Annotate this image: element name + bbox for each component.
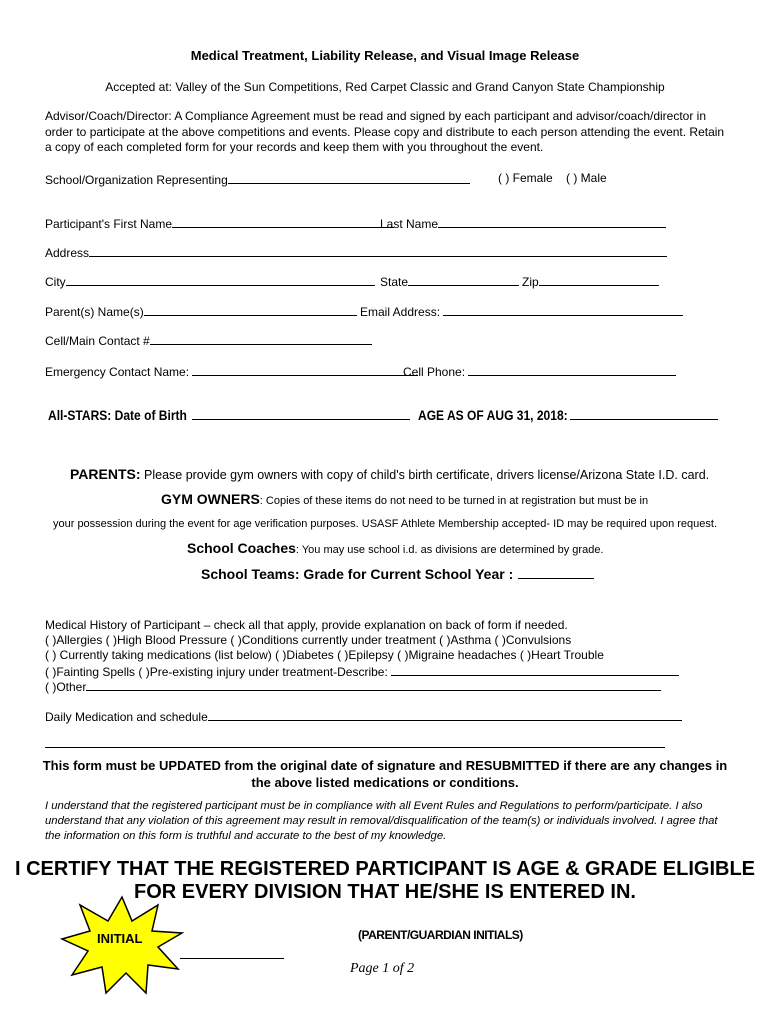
city-field[interactable] [45,273,375,289]
daily-med-field[interactable] [45,708,682,724]
initials-label: (PARENT/GUARDIAN INITIALS) [358,928,523,942]
medical-row-1[interactable]: ( )Allergies ( )High Blood Pressure ( )Conditions currently under treatment ( )Asthma ( )Convulsions [45,633,572,647]
cell-main-line[interactable] [150,332,372,345]
female-checkbox[interactable]: ( ) Female [498,171,553,185]
first-name-label: Participant's First Name [45,217,172,231]
parents-line[interactable] [144,303,357,316]
allstars-dob-label: All-STARS: Date of Birth [48,407,187,423]
initial-badge-text: INITIAL [97,931,143,946]
medical-row-4-label: ( )Other [45,680,87,694]
state-field[interactable] [380,273,519,289]
cell-phone-line[interactable] [468,363,676,376]
initials-signature-line[interactable] [180,958,284,959]
gym-owners-text: : Copies of these items do not need to be turned in at registration but must be in [259,495,649,507]
school-org-label: School/Organization Representing [45,173,228,187]
parents-text: Please provide gym owners with copy of child's birth certificate, drivers license/Arizona State I.D. card. [140,468,710,482]
certify-statement: I CERTIFY THAT THE REGISTERED PARTICIPANT IS AGE & GRADE ELIGIBLE FOR EVERY DIVISION THAT HE/SHE IS ENTERED IN. [14,858,756,903]
gym-owners-label: GYM OWNERS [161,491,260,507]
school-teams-line[interactable] [518,566,594,579]
gym-owners-note [161,491,648,509]
gym-owners-line2: your possession during the event for age verification purposes. USASF Athlete Membership accepted- ID may be required upon request. [52,518,718,530]
cell-phone-field[interactable] [403,363,676,379]
injury-line[interactable] [391,663,679,676]
city-label: City [45,275,66,289]
age-line[interactable] [570,407,718,420]
last-name-line[interactable] [438,215,666,228]
cell-phone-label: Cell Phone: [403,365,466,379]
medical-row-4[interactable] [45,678,661,694]
form-title: Medical Treatment, Liability Release, and Visual Image Release [190,48,580,63]
state-label: State [380,275,409,289]
email-field[interactable] [360,303,683,319]
email-label: Email Address: [360,305,441,319]
medical-row-3-label: ( )Fainting Spells ( )Pre-existing injury under treatment-Describe: [45,665,388,679]
address-label: Address [45,246,90,260]
page-number: Page 1 of 2 [350,961,415,976]
daily-med-label: Daily Medication and schedule [45,710,208,724]
school-coaches-text: : You may use school i.d. as divisions are determined by grade. [295,544,604,556]
age-label: AGE AS OF AUG 31, 2018: [418,407,568,423]
last-name-field[interactable] [380,215,666,231]
medical-row-3[interactable] [45,663,679,679]
extra-line[interactable] [45,747,665,748]
city-line[interactable] [66,273,375,286]
school-teams-field[interactable] [201,566,594,584]
emergency-label: Emergency Contact Name: [45,365,190,379]
address-field[interactable] [45,244,667,260]
parents-note [70,466,709,482]
school-org-line[interactable] [228,171,470,184]
last-name-label: Last Name [380,217,439,231]
cell-main-label: Cell/Main Contact # [45,334,150,348]
emergency-field[interactable] [45,363,418,379]
intro-paragraph: Advisor/Coach/Director: A Compliance Agreement must be read and signed by each participant and advisor/coach/director in order to participate at the above competitions and events. Please copy and distribute to each person attending the event. Retain a copy of each completed form for your records and keep them with you throughout the event. [45,109,725,154]
school-coaches-label: School Coaches [187,540,296,556]
zip-line[interactable] [539,273,659,286]
accepted-at: Accepted at: Valley of the Sun Competitions, Red Carpet Classic and Grand Canyon State Championship [105,80,665,94]
medical-header: Medical History of Participant – check all that apply, provide explanation on back of form if needed. [45,618,568,632]
school-coaches-note [187,540,604,558]
zip-field[interactable] [522,273,659,289]
age-field[interactable] [418,407,718,425]
email-line[interactable] [443,303,683,316]
updated-note: This form must be UPDATED from the original date of signature and RESUBMITTED if there are any changes in the above listed medications or conditions. [42,758,728,790]
emergency-line[interactable] [192,363,418,376]
first-name-field[interactable] [45,215,394,231]
understand-paragraph: I understand that the registered participant must be in compliance with all Event Rules and Regulations to perform/participate. I also understand that any violation of this agreement may result in removal/disqualification of the team(s) or individuals involved. I agree that the information on this form is truthful and accurate to the best of my knowledge. [45,800,718,842]
first-name-line[interactable] [172,215,394,228]
allstars-dob-line[interactable] [192,407,410,420]
cell-main-field[interactable] [45,332,372,348]
allstars-dob-field[interactable] [48,407,410,425]
school-teams-label: School Teams: Grade for Current School Year : [201,566,514,582]
medical-row-2[interactable]: ( ) Currently taking medications (list below) ( )Diabetes ( )Epilepsy ( )Migraine headaches ( )Heart Trouble [45,648,604,662]
parents-label: PARENTS: [70,466,141,482]
address-line[interactable] [89,244,667,257]
parents-label: Parent(s) Name(s) [45,305,144,319]
school-org-field[interactable] [45,171,470,187]
state-line[interactable] [408,273,519,286]
male-checkbox[interactable]: ( ) Male [566,171,607,185]
daily-med-line[interactable] [208,708,682,721]
parents-field[interactable] [45,303,357,319]
other-line[interactable] [86,678,661,691]
zip-label: Zip [522,275,539,289]
